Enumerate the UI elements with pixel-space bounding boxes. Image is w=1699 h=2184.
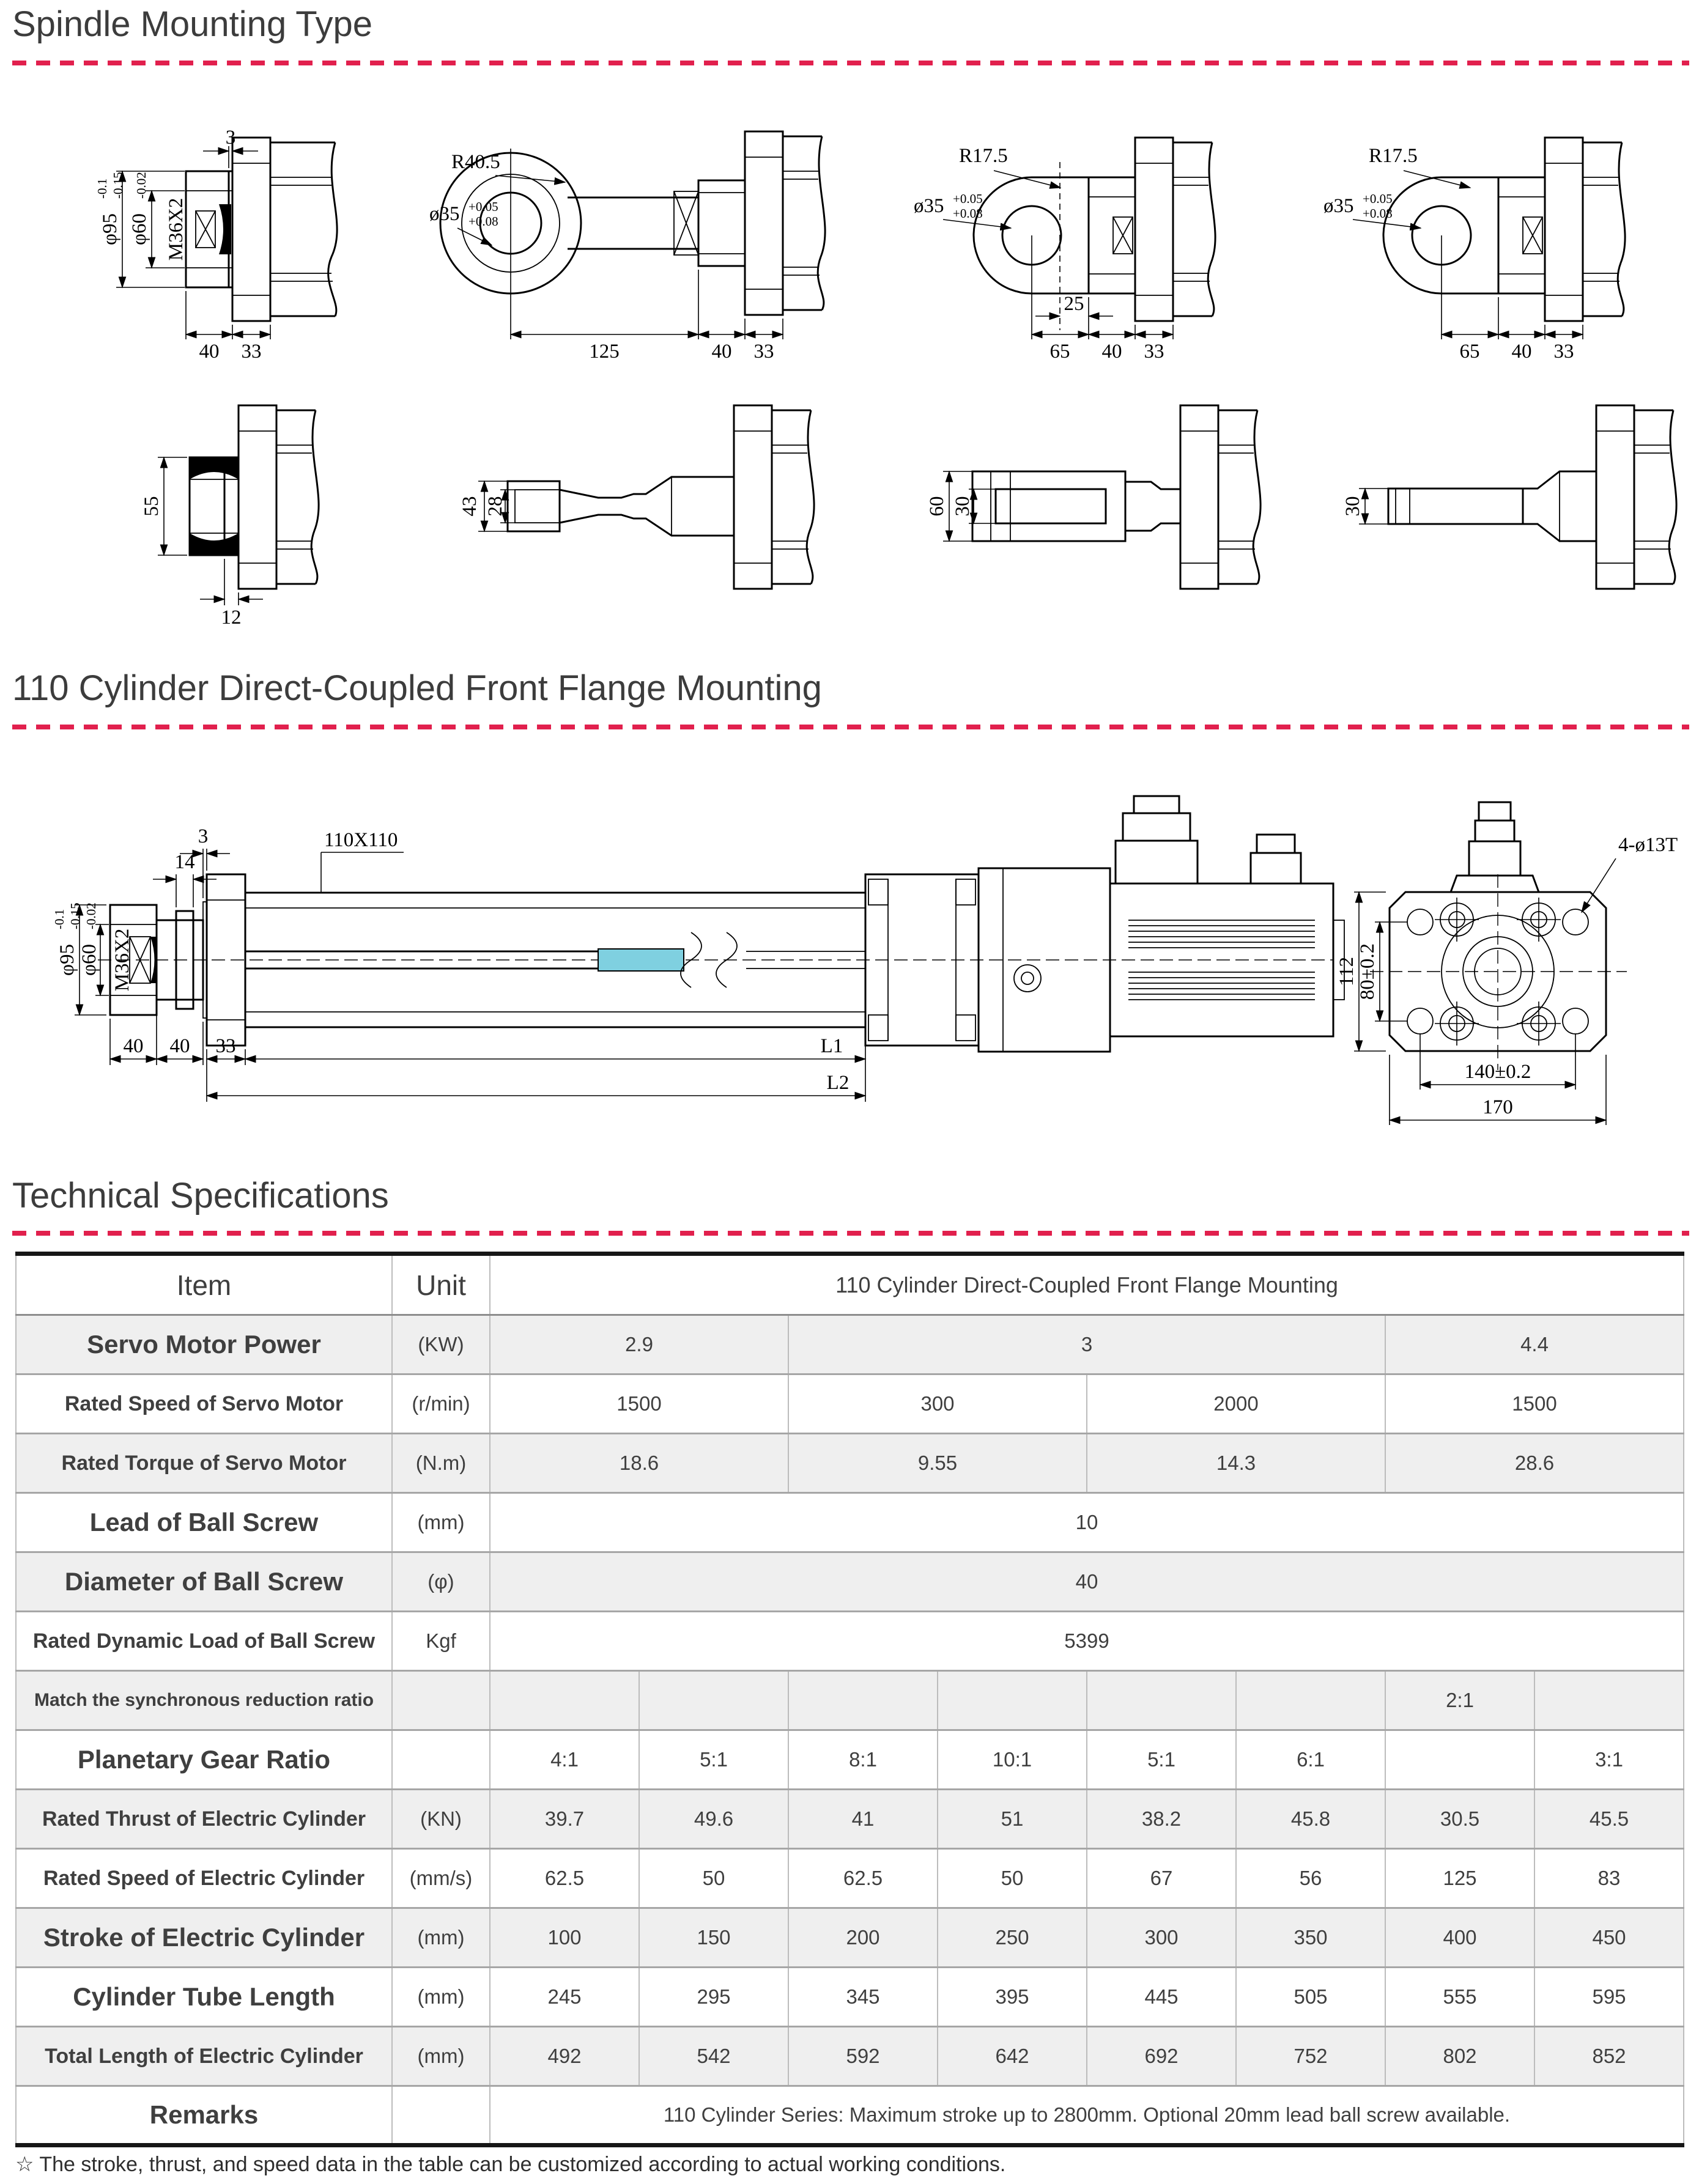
dim-label: 12: [221, 607, 242, 629]
tolerance-label: -0.1: [52, 909, 67, 929]
cylinder-assembly-drawing: [37, 783, 1699, 1149]
cell: 5:1: [639, 1730, 788, 1790]
cell: 642: [938, 2027, 1087, 2086]
dim-label: 3: [198, 825, 209, 847]
cell: 2000: [1087, 1374, 1385, 1434]
row-item: Total Length of Electric Cylinder: [16, 2027, 392, 2086]
cell: 49.6: [639, 1790, 788, 1849]
row-unit: (mm): [392, 1493, 490, 1552]
accent-dashed-divider: [12, 1231, 1689, 1236]
cell: 492: [490, 2027, 639, 2086]
spindle-drawing-stepped-shaft: [416, 384, 844, 629]
dim-label: 65: [1049, 341, 1070, 363]
dim-label: φ60: [128, 213, 150, 246]
cell: 125: [1385, 1849, 1534, 1908]
tolerance-label: +0.05: [1363, 191, 1393, 206]
spindle-drawing-ear: [1297, 119, 1699, 361]
cell: 100: [490, 1908, 639, 1968]
row-unit: [392, 1730, 490, 1790]
row-item: Lead of Ball Screw: [16, 1493, 392, 1552]
cell: 40: [490, 1552, 1684, 1612]
tolerance-label: -0.15: [111, 172, 125, 199]
dim-label: 33: [753, 341, 774, 363]
row-unit: [392, 1671, 490, 1730]
dim-label: φ60: [78, 943, 100, 976]
cell: 3: [788, 1315, 1385, 1374]
row-item: Remarks: [16, 2086, 392, 2145]
cell: 295: [639, 1968, 788, 2027]
tolerance-label: -0.02: [84, 902, 98, 929]
cell: 56: [1236, 1849, 1385, 1908]
table-row: [16, 1790, 1684, 1849]
table-row: [16, 1730, 1684, 1790]
dim-label: 140±0.2: [1464, 1061, 1531, 1083]
table-row: [16, 1315, 1684, 1374]
table-row: [16, 2027, 1684, 2086]
section-title-technical-specifications: Technical Specifications: [12, 1176, 389, 1216]
cell: 1500: [1385, 1374, 1684, 1434]
cell: 50: [938, 1849, 1087, 1908]
spindle-drawing-slot-block: [899, 384, 1290, 629]
row-item: Rated Dynamic Load of Ball Screw: [16, 1612, 392, 1671]
cell: 50: [639, 1849, 788, 1908]
row-unit: (mm): [392, 2027, 490, 2086]
cell: 395: [938, 1968, 1087, 2027]
cell: 300: [788, 1374, 1087, 1434]
row-unit: (φ): [392, 1552, 490, 1612]
dim-label: 25: [1064, 293, 1084, 315]
cell: 150: [639, 1908, 788, 1968]
holes-callout-label: 4-ø13T: [1618, 834, 1678, 856]
header-series: 110 Cylinder Direct-Coupled Front Flange Mounting: [490, 1254, 1684, 1315]
table-row: [16, 1374, 1684, 1434]
row-unit: Kgf: [392, 1612, 490, 1671]
cell: 10: [490, 1493, 1684, 1552]
row-item: Rated Speed of Servo Motor: [16, 1374, 392, 1434]
cell: 200: [788, 1908, 938, 1968]
thread-label: M36X2: [165, 197, 187, 261]
row-item: Cylinder Tube Length: [16, 1968, 392, 2027]
cell: 400: [1385, 1908, 1534, 1968]
header-unit: Unit: [392, 1254, 490, 1315]
cell: 38.2: [1087, 1790, 1236, 1849]
cell: 62.5: [788, 1849, 938, 1908]
row-item: Diameter of Ball Screw: [16, 1552, 392, 1612]
cell: [788, 1671, 938, 1730]
row-item: Rated Thrust of Electric Cylinder: [16, 1790, 392, 1849]
cell: 752: [1236, 2027, 1385, 2086]
dim-label: φ95: [99, 213, 121, 246]
thread-label: M36X2: [111, 928, 133, 992]
dim-label: 80±0.2: [1357, 943, 1379, 1000]
cell: 505: [1236, 1968, 1385, 2027]
cell: 852: [1534, 2027, 1684, 2086]
cell: 28.6: [1385, 1434, 1684, 1493]
accent-dashed-divider: [12, 61, 1689, 65]
dim-label: 30: [1342, 496, 1364, 517]
dim-label: 65: [1459, 341, 1480, 363]
cell: 45.8: [1236, 1790, 1385, 1849]
row-unit: (r/min): [392, 1374, 490, 1434]
dim-label: 60: [926, 496, 948, 517]
cell: [639, 1671, 788, 1730]
cell: 595: [1534, 1968, 1684, 2027]
remarks-cell: 110 Cylinder Series: Maximum stroke up to 2800mm. Optional 20mm lead ball screw available.: [490, 2086, 1684, 2145]
dim-label: ø35: [429, 203, 460, 225]
cell: 2.9: [490, 1315, 788, 1374]
cell: 300: [1087, 1908, 1236, 1968]
spindle-drawing-plain-shaft: [1303, 384, 1699, 629]
cell: 9.55: [788, 1434, 1087, 1493]
dim-label: 33: [241, 341, 262, 363]
tolerance-label: +0.05: [468, 199, 498, 214]
row-unit: (mm): [392, 1968, 490, 2027]
table-row: [16, 1493, 1684, 1552]
spindle-drawing-hex: [92, 384, 373, 629]
cell: 245: [490, 1968, 639, 2027]
dim-label: 40: [711, 341, 732, 363]
row-item: Rated Torque of Servo Motor: [16, 1434, 392, 1493]
tolerance-label: +0.08: [953, 206, 983, 221]
row-unit: (N.m): [392, 1434, 490, 1493]
cell: 802: [1385, 2027, 1534, 2086]
dim-label: 40: [1511, 341, 1532, 363]
cell: 555: [1385, 1968, 1534, 2027]
cell: 41: [788, 1790, 938, 1849]
dim-label: 33: [215, 1035, 236, 1057]
cell: 592: [788, 2027, 938, 2086]
dim-label: 55: [141, 496, 163, 517]
dim-label: 40: [199, 341, 220, 363]
cell: 10:1: [938, 1730, 1087, 1790]
dim-label: L1: [820, 1035, 843, 1057]
spindle-drawing-threaded: [49, 119, 355, 361]
cell: 39.7: [490, 1790, 639, 1849]
cell: 3:1: [1534, 1730, 1684, 1790]
cell: 18.6: [490, 1434, 788, 1493]
cell: 542: [639, 2027, 788, 2086]
dim-label: 30: [952, 496, 974, 517]
radius-label: R17.5: [959, 145, 1008, 167]
cell: [1534, 1671, 1684, 1730]
table-row: [16, 1908, 1684, 1968]
cell: 450: [1534, 1908, 1684, 1968]
cell: [1236, 1671, 1385, 1730]
row-item: Stroke of Electric Cylinder: [16, 1908, 392, 1968]
cell: 692: [1087, 2027, 1236, 2086]
cell: 2:1: [1385, 1671, 1534, 1730]
accent-dashed-divider: [12, 725, 1689, 729]
cell: 445: [1087, 1968, 1236, 2027]
dim-label: 28: [484, 496, 506, 517]
specifications-table: [15, 1252, 1684, 2147]
cell: 6:1: [1236, 1730, 1385, 1790]
cell: 5:1: [1087, 1730, 1236, 1790]
dim-label: L2: [826, 1072, 850, 1094]
dim-label: 33: [1553, 341, 1574, 363]
table-header-row: [16, 1254, 1684, 1315]
dim-label: 40: [123, 1035, 144, 1057]
dim-label: 14: [174, 851, 195, 873]
row-item: Rated Speed of Electric Cylinder: [16, 1849, 392, 1908]
cell: 30.5: [1385, 1790, 1534, 1849]
cell: 345: [788, 1968, 938, 2027]
row-item: Servo Motor Power: [16, 1315, 392, 1374]
dim-label: φ95: [56, 943, 78, 976]
cell: 5399: [490, 1612, 1684, 1671]
row-unit: [392, 2086, 490, 2145]
square-size-label: 110X110: [324, 829, 398, 851]
row-unit: (KN): [392, 1790, 490, 1849]
dim-label: 170: [1482, 1096, 1513, 1118]
cell: 62.5: [490, 1849, 639, 1908]
table-footnote: ☆ The stroke, thrust, and speed data in the table can be customized according to actual working conditions.: [15, 2153, 1006, 2176]
row-item: Match the synchronous reduction ratio: [16, 1671, 392, 1730]
dim-label: 33: [1144, 341, 1164, 363]
tolerance-label: -0.15: [68, 902, 83, 929]
dim-label: 40: [169, 1035, 190, 1057]
dim-label: 3: [225, 127, 236, 149]
table-row: [16, 1434, 1684, 1493]
dim-label: ø35: [914, 195, 944, 217]
radius-label: R40.5: [451, 151, 500, 173]
row-unit: (mm): [392, 1908, 490, 1968]
dim-label: 40: [1101, 341, 1122, 363]
spindle-drawing-rod-eye: [398, 119, 838, 361]
tolerance-label: -0.02: [134, 172, 149, 199]
cell: 67: [1087, 1849, 1236, 1908]
cell: [1087, 1671, 1236, 1730]
header-item: Item: [16, 1254, 392, 1315]
dim-label: 125: [589, 341, 620, 363]
dim-label: 43: [459, 496, 481, 517]
cell: [938, 1671, 1087, 1730]
section-title-cylinder-mounting: 110 Cylinder Direct-Coupled Front Flange Mounting: [12, 668, 822, 708]
radius-label: R17.5: [1369, 145, 1418, 167]
cell: 4:1: [490, 1730, 639, 1790]
cell: 4.4: [1385, 1315, 1684, 1374]
tolerance-label: +0.05: [953, 191, 983, 206]
cell: 350: [1236, 1908, 1385, 1968]
table-row: [16, 1968, 1684, 2027]
table-row: [16, 1552, 1684, 1612]
cell: 8:1: [788, 1730, 938, 1790]
cell: [490, 1671, 639, 1730]
tolerance-label: -0.1: [95, 178, 109, 199]
spindle-drawing-ear-offset: [887, 119, 1284, 361]
dim-label: ø35: [1323, 195, 1354, 217]
cell: 45.5: [1534, 1790, 1684, 1849]
row-unit: (KW): [392, 1315, 490, 1374]
cell: 250: [938, 1908, 1087, 1968]
row-unit: (mm/s): [392, 1849, 490, 1908]
section-title-spindle-mounting: Spindle Mounting Type: [12, 4, 373, 44]
tolerance-label: +0.08: [468, 214, 498, 229]
cell: 51: [938, 1790, 1087, 1849]
table-row: [16, 1612, 1684, 1671]
dim-label: 112: [1336, 956, 1358, 987]
tolerance-label: +0.08: [1363, 206, 1393, 221]
table-row: [16, 1849, 1684, 1908]
cell: 14.3: [1087, 1434, 1385, 1493]
table-row-remarks: [16, 2086, 1684, 2145]
row-item: Planetary Gear Ratio: [16, 1730, 392, 1790]
table-row: [16, 1671, 1684, 1730]
cell: 83: [1534, 1849, 1684, 1908]
cell: [1385, 1730, 1534, 1790]
cell: 1500: [490, 1374, 788, 1434]
